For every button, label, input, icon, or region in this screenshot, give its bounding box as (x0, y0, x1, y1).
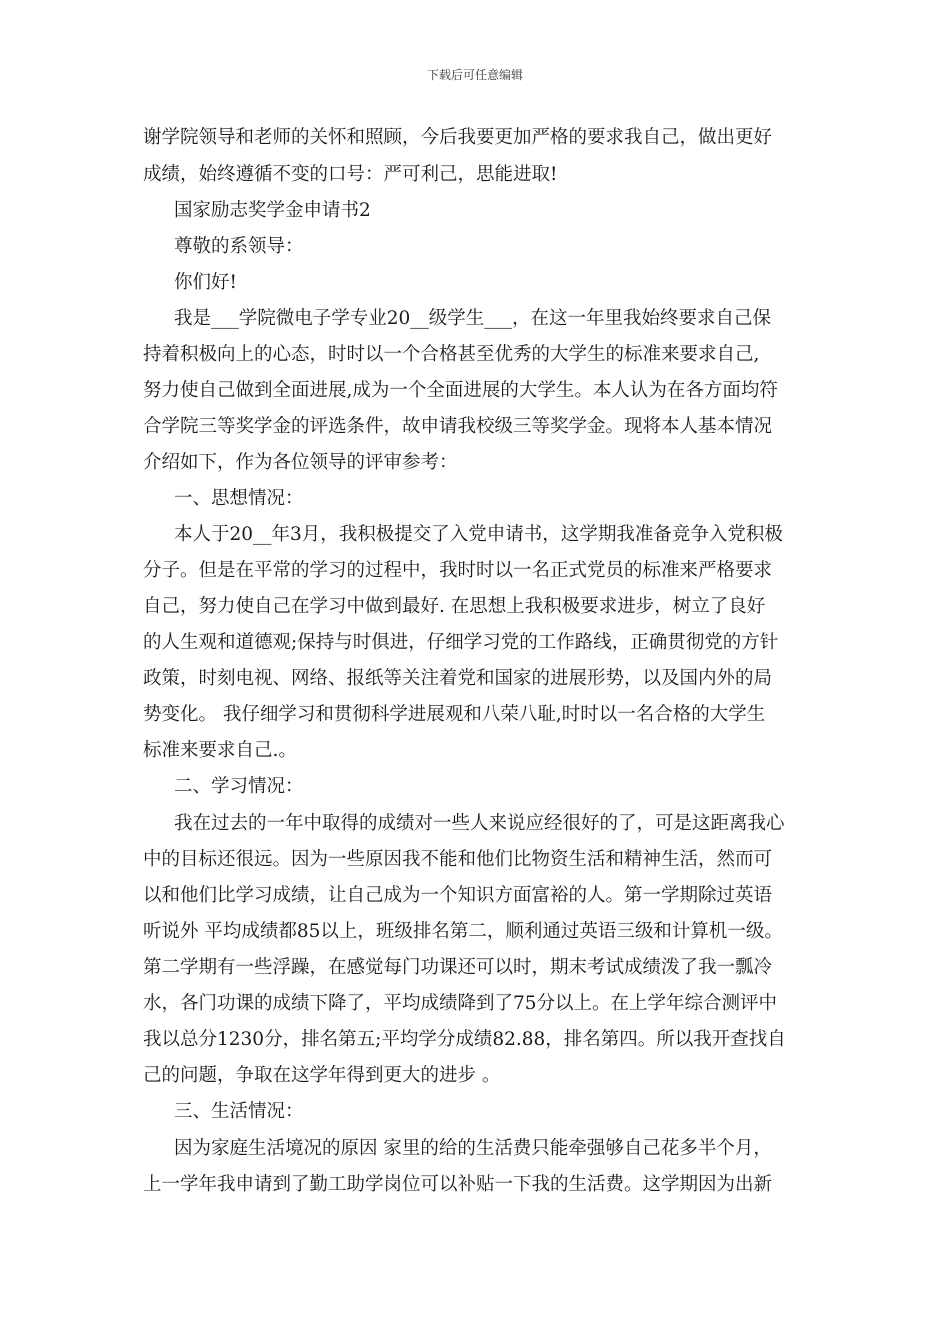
text-line: 本人于20__年3月，我积极提交了入党申请书，这学期我准备竞争入党积极 (174, 524, 783, 545)
text-line: 成绩，始终遵循不变的口号：严可利己，思能进取! (143, 164, 558, 185)
page-header: 下载后可任意编辑 (426, 68, 523, 82)
text-line: 自己，努力使自己在学习中做到最好. 在思想上我积极要求进步，树立了良好 (143, 596, 766, 617)
text-line: 以和他们比学习成绩，让自己成为一个知识方面富裕的人。第一学期除过英语 (143, 885, 773, 906)
text-line: 我是___学院微电子学专业20__级学生___，在这一年里我始终要求自己保 (174, 308, 772, 329)
text-line: 我在过去的一年中取得的成绩对一些人来说应经很好的了，可是这距离我心 (174, 813, 785, 834)
text-line: 分子。但是在平常的学习的过程中，我时时以一名正式党员的标准来严格要求 (143, 560, 773, 581)
text-line: 政策，时刻电视、网络、报纸等关注着党和国家的进展形势，以及国内外的局 (143, 668, 773, 689)
text-line: 二、学习情况： (174, 776, 304, 797)
text-line: 听说外 平均成绩都85以上，班级排名第二，顺利通过英语三级和计算机一级。 (143, 921, 783, 942)
text-line: 尊敬的系领导： (174, 236, 304, 257)
text-line: 三、生活情况： (174, 1101, 304, 1122)
text-line: 谢学院领导和老师的关怀和照顾，今后我要更加严格的要求我自己，做出更好 (143, 127, 773, 148)
text-line: 你们好! (174, 272, 237, 293)
text-line: 一、思想情况： (174, 488, 304, 509)
text-line: 己的问题，争取在这学年得到更大的进步 。 (143, 1065, 501, 1086)
text-line: 标准来要求自己.。 (143, 740, 297, 761)
text-line: 水，各门功课的成绩下降了，平均成绩降到了75分以上。在上学年综合测评中 (143, 993, 778, 1014)
text-line: 国家励志奖学金申请书2 (174, 200, 371, 221)
text-line: 介绍如下，作为各位领导的评审参考： (143, 452, 458, 473)
text-line: 势变化。 我仔细学习和贯彻科学进展观和八荣八耻,时时以一名合格的大学生 (143, 704, 766, 725)
text-line: 上一学年我申请到了勤工助学岗位可以补贴一下我的生活费。这学期因为出新 (143, 1174, 773, 1195)
text-line: 合学院三等奖学金的评选条件，故申请我校级三等奖学金。现将本人基本情况 (143, 416, 773, 437)
text-line: 因为家庭生活境况的原因 家里的给的生活费只能牵强够自己花多半个月， (174, 1138, 772, 1159)
text-line: 持着积极向上的心态，时时以一个合格甚至优秀的大学生的标准来要求自己, (143, 344, 760, 365)
text-line: 第二学期有一些浮躁，在感觉每门功课还可以时，期末考试成绩泼了我一瓢冷 (143, 957, 773, 978)
text-line: 努力使自己做到全面进展,成为一个全面进展的大学生。本人认为在各方面均符 (143, 380, 778, 401)
text-line: 中的目标还很远。因为一些原因我不能和他们比物资生活和精神生活，然而可 (143, 849, 773, 870)
text-line: 的人生观和道德观;保持与时俱进，仔细学习党的工作路线，正确贯彻党的方针 (143, 632, 779, 653)
text-line: 我以总分1230分，排名第五;平均学分成绩82.88，排名第四。所以我开查找自 (143, 1029, 786, 1050)
